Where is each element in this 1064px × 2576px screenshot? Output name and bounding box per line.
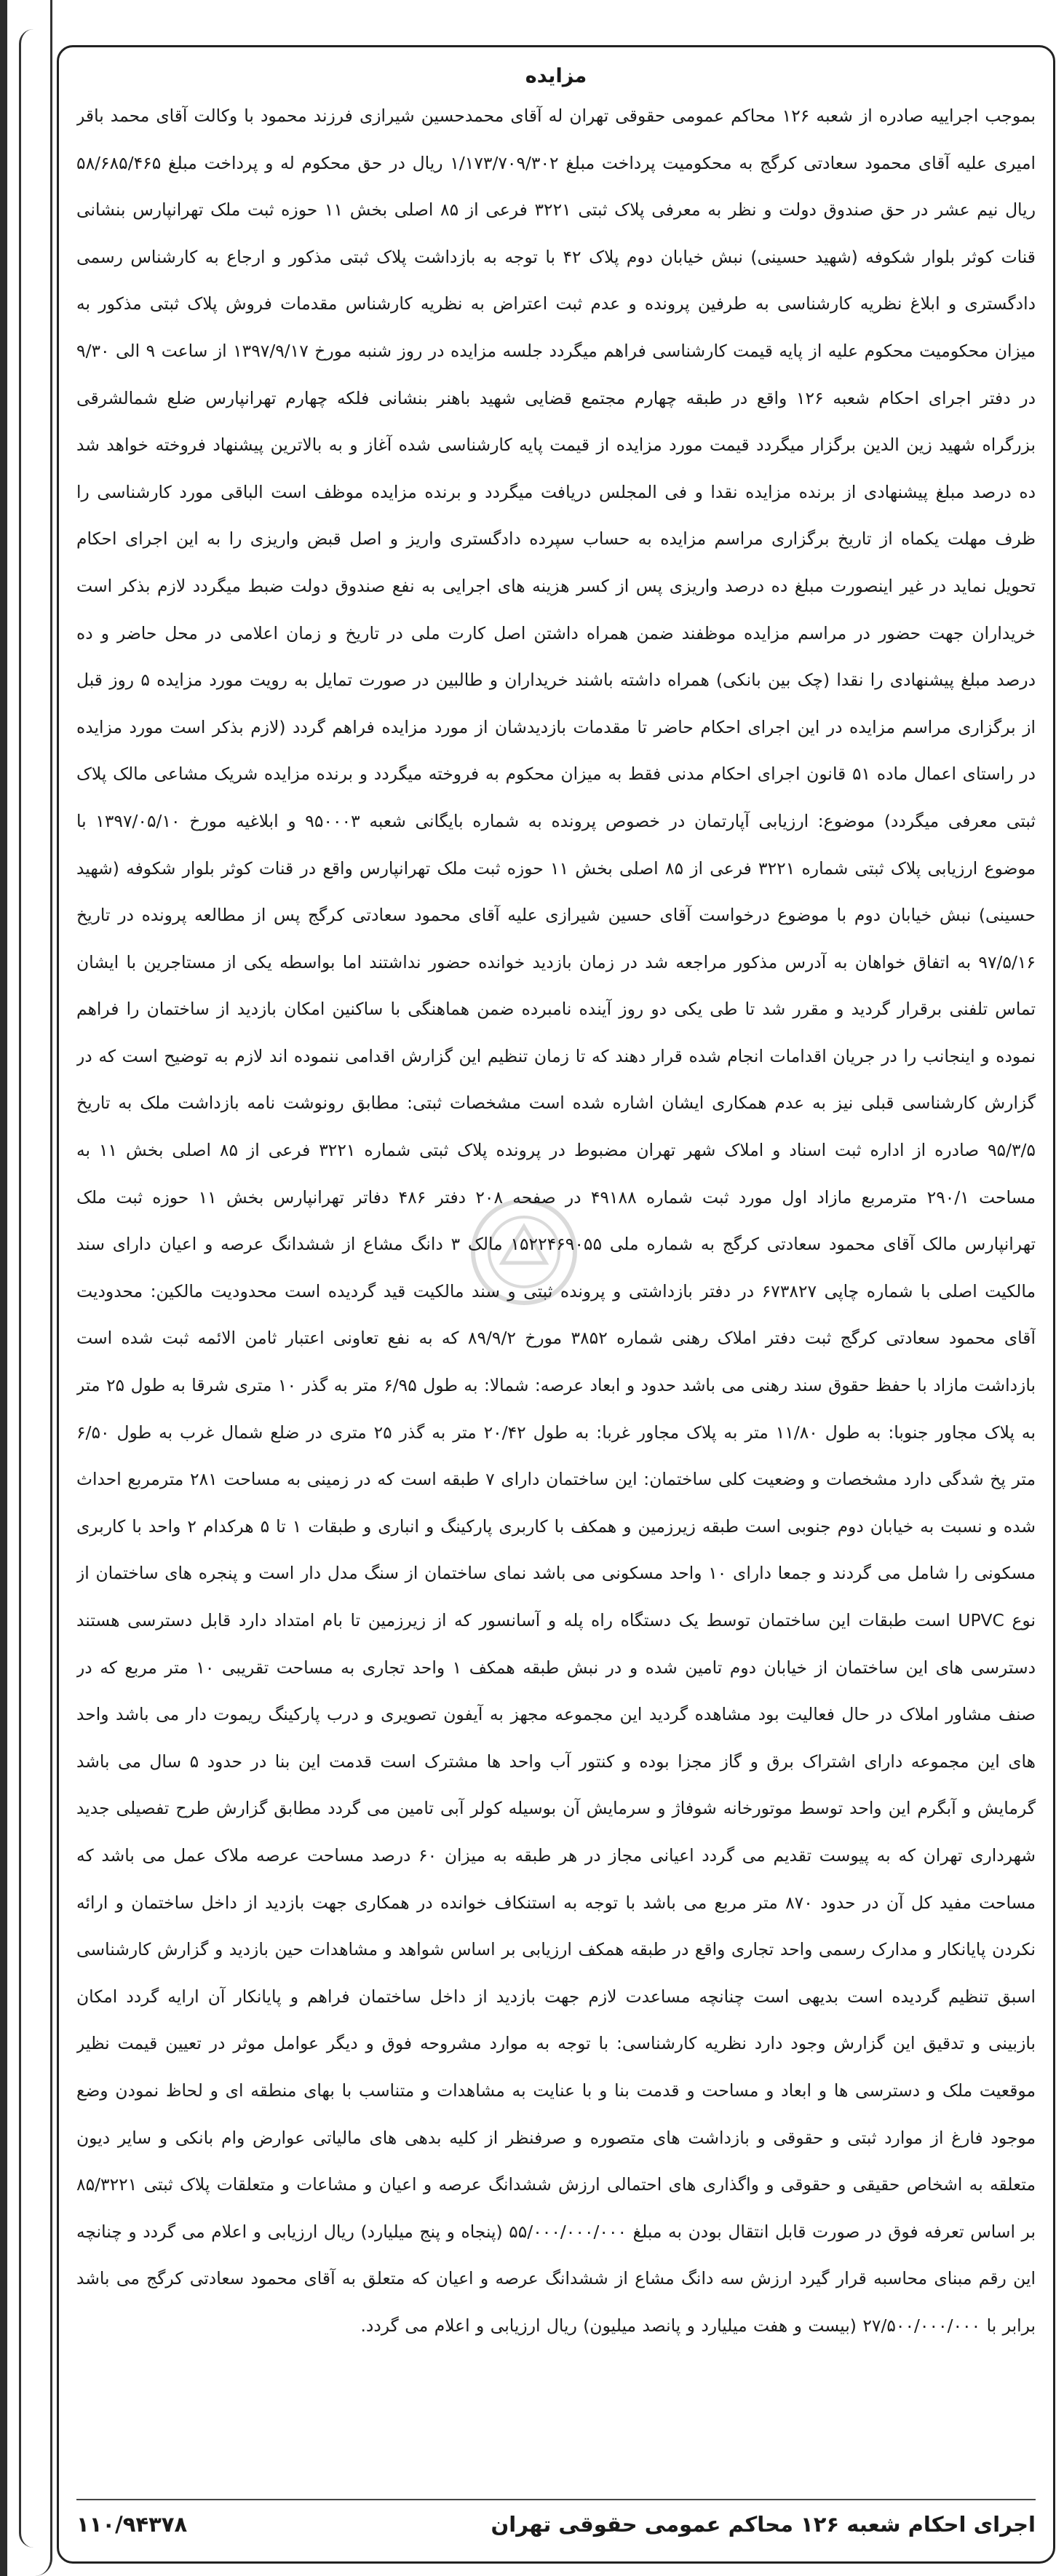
auction-notice-box [57,45,1055,2564]
notice-body: بموجب اجراییه صادره از شعبه ۱۲۶ محاکم عمومی حقوقی تهران له آقای محمدحسین شیرازی فرزند محمود با وکالت آقای محمد باقر امیری علیه آقای محمود سعادتی کرگج به محکومیت پرداخت مبلغ ۱/۱۷۳/۷۰۹/۳۰۲ ریال در حق محکوم له و پرداخت مبلغ ۵۸/۶۸۵/۴۶۵ ریال نیم عشر در حق صندوق دولت و نظر به معرفی پلاک ثبتی ۳۲۲۱ فرعی از ۸۵ اصلی بخش ۱۱ حوزه ثبت ملک تهرانپارس بنشانی قنات کوثر بلوار شکوفه (شهید حسینی) نبش خیابان دوم پلاک ۴۲ با توجه به بازداشت پلاک ثبتی مذکور و ارجاع به کارشناس رسمی دادگستری و ابلاغ نظریه کارشناسی به طرفین پرونده و عدم ثبت اعتراض به نظریه کارشناس مقدمات فروش پلاک ثبتی مذکور به میزان محکومیت محکوم علیه از پایه قیمت کارشناسی فراهم میگردد جلسه مزایده در روز شنبه مورخ ۱۳۹۷/۹/۱۷ از ساعت ۹ الی ۹/۳۰ در دفتر اجرای احکام شعبه ۱۲۶ واقع در طبقه چهارم مجتمع قضایی شهید باهنر بنشانی فلکه چهارم تهرانپارس ضلع شمالشرقی بزرگراه شهید زین الدین برگزار میگردد قیمت مورد مزایده از قیمت پایه کارشناسی شده آغاز و به بالاترین پیشنهاد فروخته خواهد شد ده درصد مبلغ پیشنهادی از برنده مزایده نقدا و فی المجلس دریافت میگردد و برنده مزایده موظف است الباقی مورد کارشناسی را ظرف مهلت یکماه از تاریخ برگزاری مراسم مزایده به حساب سپرده دادگستری واریز و اصل قبض واریزی را به این اجرای احکام تحویل نماید در غیر اینصورت مبلغ ده درصد واریزی پس از کسر هزینه های اجرایی به نفع صندوق دولت ضبط میگردد لازم بذکر است خریداران جهت حضور در مراسم مزایده موظفند ضمن همراه داشتن اصل کارت ملی در تاریخ و زمان اعلامی در محل حاضر و ده درصد مبلغ پیشنهادی را نقدا (چک بین بانکی) همراه داشته باشند خریداران و طالبین در صورت تمایل به رویت مورد مزایده ۵ روز قبل از برگزاری مراسم مزایده در این اجرای احکام حاضر تا مقدمات بازدیدشان از مورد مزایده فراهم گردد (لازم بذکر است مورد مزایده در راستای اعمال ماده ۵۱ قانون اجرای احکام مدنی فقط به میزان محکوم به فروخته میگردد و برنده مزایده شریک مشاعی مالک پلاک ثبتی معرفی میگردد) موضوع: ارزیابی آپارتمان در خصوص پرونده به شماره بایگانی شعبه ۹۵۰۰۰۳ و ابلاغیه مورخ ۱۳۹۷/۰۵/۱۰ با موضوع ارزیابی پلاک ثبتی شماره ۳۲۲۱ فرعی از ۸۵ اصلی بخش ۱۱ حوزه ثبت ملک تهرانپارس واقع در قنات کوثر بلوار شکوفه (شهید حسینی) نبش خیابان دوم با موضوع درخواست آقای حسین شیرازی علیه آقای محمود سعادتی کرگج پس از مطالعه پرونده در تاریخ ۹۷/۵/۱۶ به اتفاق خواهان به آدرس مذکور مراجعه شد در زمان بازدید خوانده حضور نداشتند اما بواسطه یکی از مستاجرین با ایشان تماس تلفنی برقرار گردید و مقرر شد تا طی یکی دو روز آینده نامبرده ضمن هماهنگی با ساکنین امکان بازدید از ساختمان را فراهم نموده و اینجانب را در جریان اقدامات انجام شده قرار دهند که تا زمان تنظیم این گزارش اقدامی ننموده اند لازم به توضیح است که در گزارش کارشناسی قبلی نیز به عدم همکاری ایشان اشاره شده است مشخصات ثبتی: مطابق رونوشت نامه بازداشت ملک به تاریخ ۹۵/۳/۵ صادره از اداره ثبت اسناد و املاک شهر تهران مضبوط در پرونده پلاک ثبتی شماره ۳۲۲۱ فرعی از ۸۵ اصلی بخش ۱۱ به مساحت ۲۹۰/۱ مترمربع مازاد اول مورد ثبت شماره ۴۹۱۸۸ در صفحه ۲۰۸ دفتر ۴۸۶ دفاتر تهرانپارس بخش ۱۱ حوزه ثبت ملک تهرانپارس مالک آقای محمود سعادتی کرگج به شماره ملی ۱۵۲۲۴۶۹۰۵۵ مالک ۳ دانگ مشاع از ششدانگ عرصه و اعیان دارای سند مالکیت اصلی با شماره چاپی ۶۷۳۸۲۷ در دفتر بازداشتی و پرونده ثبتی و سند مالکیت قید گردیده است محدودیت مالکین: محدودیت آقای محمود سعادتی کرگج ثبت دفتر املاک رهنی شماره ۳۸۵۲ مورخ ۸۹/۹/۲ که به نفع تعاونی اعتبار ثامن الائمه ثبت شده است بازداشت مازاد با حفظ حقوق سند رهنی می باشد حدود و ابعاد عرصه: شمالا: به طول ۶/۹۵ متر به گذر ۱۰ متری شرقا به طول ۲۵ متر به پلاک مجاور جنوبا: به طول ۱۱/۸۰ متر به پلاک مجاور غربا: به طول ۲۰/۴۲ متر به گذر ۲۵ متری در ضلع شمال غرب به طول ۶/۵۰ متر پخ شدگی دارد مشخصات و وضعیت کلی ساختمان: این ساختمان دارای ۷ طبقه است که در زمینی به مساحت ۲۸۱ مترمربع احداث شده و نسبت به خیابان دوم جنوبی است طبقه زیرزمین و همکف با کاربری پارکینگ و انباری و طبقات ۱ تا ۵ هرکدام ۲ واحد با کاربری مسکونی را شامل می گردند و جمعا دارای ۱۰ واحد مسکونی می باشد نمای ساختمان از سنگ مدل دار است و پنجره های ساختمان از نوع UPVC است طبقات این ساختمان توسط یک دستگاه راه پله و آسانسور که از زیرزمین تا بام امتداد دارد قابل دسترسی هستند دسترسی های این ساختمان از خیابان دوم تامین شده و در نبش طبقه همکف ۱ واحد تجاری به مساحت تقریبی ۱۰ متر مربع که در صنف مشاور املاک در حال فعالیت بود مشاهده گردید این مجموعه مجهز به آیفون تصویری و درب پارکینگ ریموت دار می باشد واحد های این مجموعه دارای اشتراک برق و گاز مجزا بوده و کنتور آب واحد ها مشترک است قدمت این بنا در حدود ۵ سال می باشد گرمایش و آبگرم این واحد توسط موتورخانه شوفاژ و سرمایش آن بوسیله کولر آبی تامین می گردد مطابق گزارش طرح تفصیلی جدید شهرداری تهران که به پیوست تقدیم می گردد اعیانی مجاز در هر طبقه به میزان ۶۰ درصد مساحت عرصه ملاک عمل می باشد که مساحت مفید کل آن در حدود ۸۷۰ متر مربع می باشد با توجه به استنکاف خوانده در همکاری جهت بازدید از داخل ساختمان و ارائه نکردن پایانکار و مدارک رسمی واحد تجاری واقع در طبقه همکف ارزیابی بر اساس شواهد و مشاهدات حین بازدید و گزارش کارشناسی اسبق تنظیم گردیده است بدیهی است چنانچه مساعدت لازم جهت بازدید از داخل ساختمان فراهم و پایانکار آن ارایه گردد امکان بازبینی و تدقیق این گزارش وجود دارد نظریه کارشناسی: با توجه به موارد مشروحه فوق و دیگر عوامل موثر در تعیین قیمت نظیر موقعیت ملک و دسترسی ها و ابعاد و مساحت و قدمت بنا و با عنایت به مشاهدات و متناسب با بهای منطقه ای و لحاظ نمودن وضع موجود فارغ از موارد ثبتی و حقوقی و بازداشت های متصوره و صرفنظر از کلیه بدهی های مالیاتی عوارض وام بانکی و سایر دیون متعلقه به اشخاص حقیقی و حقوقی و واگذاری های احتمالی ارزش ششدانگ عرصه و اعیان و مشاعات و متعلقات پلاک ثبتی ۸۵/۳۲۲۱ بر اساس تعرفه فوق در صورت قابل انتقال بودن به مبلغ ۵۵/۰۰۰/۰۰۰/۰۰۰ (پنجاه و پنج میلیارد) ریال ارزیابی و اعلام می گردد و چنانچه این رقم مبنای محاسبه قرار گیرد ارزش سه دانگ مشاع از ششدانگ عرصه و اعیان که متعلق به آقای محمود سعادتی کرگج می باشد برابر با ۲۷/۵۰۰/۰۰۰/۰۰۰ (بیست و هفت میلیارد و پانصد میلیون) ریال ارزیابی و اعلام می گردد. [76,106,1036,2336]
notice-title: مزایده [525,65,587,87]
adjacent-column-frame-inner [19,29,51,2548]
notice-code: ۱۱۰/۹۴۳۷۸ [76,2512,188,2537]
page-edge-strip [0,0,7,2576]
notice-issuer: اجرای احکام شعبه ۱۲۶ محاکم عمومی حقوقی تهران [491,2512,1036,2537]
notice-footer [76,2499,1036,2544]
